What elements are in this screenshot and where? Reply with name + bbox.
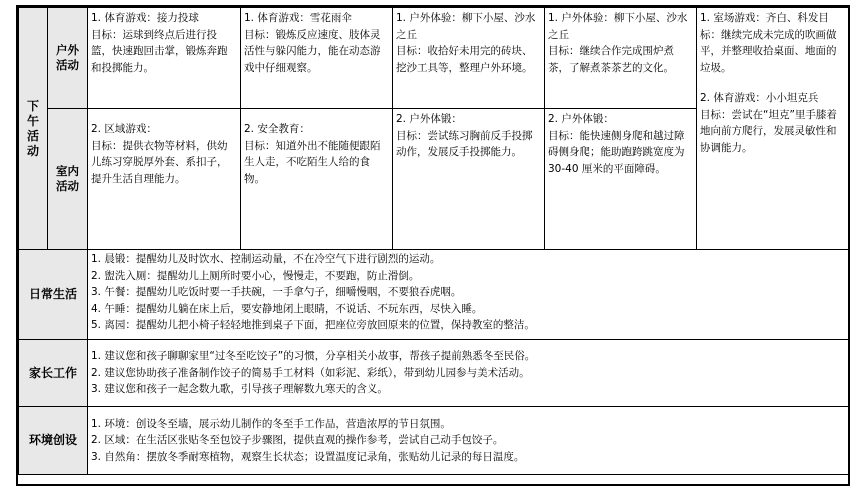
activity-goal: 目标：运球到终点后进行投篮，快速跑回击掌，锻炼奔跑和投掷能力。 bbox=[91, 28, 228, 74]
activity-title: 1. 体育游戏：雪花雨伞 bbox=[244, 12, 352, 24]
afternoon-label: 下午活动 bbox=[26, 98, 39, 158]
weekly-plan-table bbox=[18, 7, 849, 475]
parent-work-item: 1. 建议您和孩子聊聊家里“过冬至吃饺子”的习惯，分享相关小故事，帮孩子提前熟悉冬至民俗。 bbox=[91, 350, 536, 363]
environment-label: 环境创设 bbox=[28, 433, 77, 448]
activity-goal: 目标：知道外出不能随便跟陌生人走，不吃陌生人给的食物。 bbox=[244, 139, 381, 185]
parent-work-content bbox=[88, 340, 849, 407]
indoor-activity-header bbox=[48, 109, 88, 250]
afternoon-outdoor-cell-4 bbox=[545, 8, 697, 109]
activity-goal: 目标：能快速侧身爬和越过障碍侧身爬；能助跑跨跳宽度为 30-40 厘米的平面障碍。 bbox=[548, 129, 685, 175]
activity-goal: 目标：收拾好未用完的砖块、挖沙工具等，整理户外环境。 bbox=[396, 45, 533, 74]
activity-title: 1. 户外体验：柳下小屋、沙水之丘 bbox=[548, 12, 688, 41]
indoor-label: 室内活动 bbox=[56, 164, 79, 193]
environment-row bbox=[19, 407, 849, 475]
activity-goal: 目标：提供衣物等材料，供幼儿练习穿脱厚外套、系扣子，提升生活自理能力。 bbox=[91, 139, 228, 185]
activity-title: 2. 体育游戏：小小坦克兵 bbox=[700, 92, 819, 104]
afternoon-indoor-cell-1 bbox=[88, 109, 241, 250]
daily-life-item: 5. 离园：提醒幼儿把小椅子轻轻地推到桌子下面，把座位旁放回原来的位置，保持教室的整洁。 bbox=[91, 319, 535, 331]
daily-life-item: 2. 盥洗入厕：提醒幼儿上厕所时要小心，慢慢走，不要跑，防止滑倒。 bbox=[91, 269, 420, 282]
activity-goal: 目标：锻炼反应速度、肢体灵活性与躲闪能力，能在动态游戏中仔细观察。 bbox=[244, 28, 381, 74]
spacer bbox=[244, 111, 389, 121]
afternoon-cell-5 bbox=[697, 8, 849, 250]
activity-goal: 目标：继续合作完成围炉煮茶，了解煮茶茶艺的文化。 bbox=[548, 45, 674, 74]
parent-work-header bbox=[19, 340, 88, 407]
activity-title: 2. 安全教育： bbox=[244, 123, 310, 135]
afternoon-outdoor-row bbox=[19, 8, 849, 109]
afternoon-outdoor-cell-2 bbox=[241, 8, 393, 109]
environment-content bbox=[88, 407, 849, 475]
afternoon-indoor-cell-2 bbox=[241, 109, 393, 250]
activity-title: 2. 区域游戏： bbox=[91, 123, 157, 135]
parent-work-item: 3. 建议您和孩子一起念数九歌，引导孩子理解数九寒天的含义。 bbox=[91, 383, 388, 396]
environment-header bbox=[19, 407, 88, 475]
environment-item: 3. 自然角：摆放冬季耐寒植物，观察生长状态；设置温度记录角，张贴幼儿记录的每日温度。 bbox=[91, 450, 525, 463]
afternoon-indoor-cell-3 bbox=[393, 109, 545, 250]
activity-title: 1. 户外体验：柳下小屋、沙水之丘 bbox=[396, 12, 536, 41]
daily-life-label: 日常生活 bbox=[28, 287, 77, 302]
activity-goal: 1. 室场游戏：齐白、科发目标：继续完成未完成的吹画做平，并整理收拾桌面、地面的垃圾。 bbox=[700, 12, 837, 74]
daily-life-header bbox=[19, 250, 88, 340]
spacer bbox=[91, 111, 237, 121]
spacer bbox=[700, 76, 845, 90]
outdoor-label: 户外活动 bbox=[56, 43, 79, 72]
daily-life-item: 1. 晨锻：提醒幼儿及时饮水、控制运动量，不在冷空气下进行剧烈的运动。 bbox=[91, 253, 441, 265]
environment-item: 2. 区域：在生活区张贴冬至包饺子步骤图，提供直观的操作参考，尝试自己动手包饺子。 bbox=[91, 434, 504, 447]
environment-item: 1. 环境：创设冬至墙，展示幼儿制作的冬至手工作品，营造浓厚的节日氛围。 bbox=[91, 417, 451, 430]
daily-life-row bbox=[19, 250, 849, 340]
parent-work-label: 家长工作 bbox=[28, 365, 77, 380]
activity-goal: 目标：尝试在“坦克”里手膝着地向前方爬行，发展灵敏性和协调能力。 bbox=[700, 108, 837, 154]
parent-work-item: 2. 建议您协助孩子准备制作饺子的简易手工材料（如彩泥、彩纸），带到幼儿园参与美术活动。 bbox=[91, 366, 530, 379]
daily-life-item: 4. 午睡：提醒幼儿躺在床上后，要安静地闭上眼睛，不说话、不玩东西，尽快入睡。 bbox=[91, 302, 483, 315]
afternoon-outdoor-cell-1 bbox=[88, 8, 241, 109]
afternoon-outdoor-cell-3 bbox=[393, 8, 545, 109]
activity-title: 2. 户外体锻： bbox=[548, 113, 614, 125]
activity-title: 1. 体育游戏：接力投球 bbox=[91, 12, 199, 24]
outdoor-activity-header bbox=[48, 8, 88, 109]
parent-work-row bbox=[19, 340, 849, 407]
daily-life-content bbox=[88, 250, 849, 340]
daily-life-item: 3. 午餐：提醒幼儿吃饭时要一手扶碗，一手拿勺子，细嚼慢咽，不要狼吞虎咽。 bbox=[91, 286, 462, 298]
afternoon-activity-header bbox=[19, 8, 48, 250]
plan-table-frame bbox=[16, 5, 850, 486]
activity-goal: 目标：尝试练习胸前反手投掷动作，发展反手投掷能力。 bbox=[396, 129, 533, 158]
afternoon-indoor-cell-4 bbox=[545, 109, 697, 250]
activity-title: 2. 户外体锻： bbox=[396, 113, 462, 125]
